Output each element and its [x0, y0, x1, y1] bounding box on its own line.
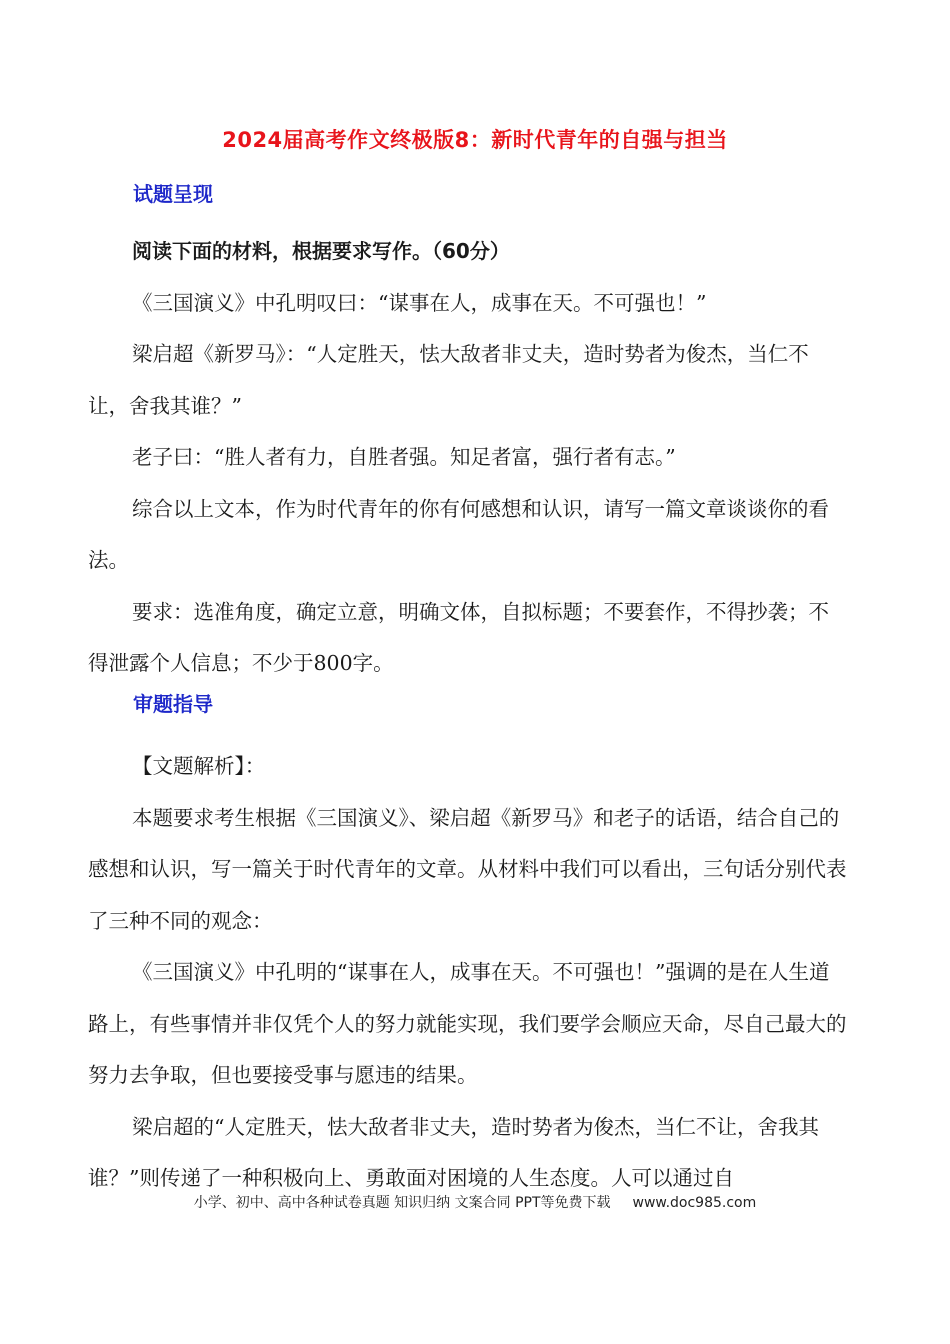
writing-prompt: 综合以上文本，作为时代青年的你有何感想和认识，请写一篇文章谈谈你的看法。: [88, 496, 829, 572]
writing-requirements: 要求：选准角度，确定立意，明确文体，自拟标题；不要套作，不得抄袭；不得泄露个人信息；不少于800字。: [88, 599, 829, 675]
quote-laozi: 老子曰：“胜人者有力，自胜者强。知足者富，强行者有志。”: [132, 445, 676, 469]
analysis-paragraph-2: 《三国演义》中孔明的“谋事在人，成事在天。不可强也！”强调的是在人生道路上，有些事情并非仅凭个人的努力就能实现，我们要学会顺应天命，尽自己最大的努力去争取，但也要接受事与愿违的结果。: [88, 960, 847, 1087]
analysis-paragraph-3: 梁启超的“人定胜天，怯大敌者非丈夫，造时势者为俊杰，当仁不让，舍我其谁？”则传递了一种积极向上、勇敢面对困境的人生态度。人可以通过自: [88, 1114, 819, 1190]
footer-link[interactable]: www.doc985.com: [632, 1195, 757, 1211]
analysis-paragraph-1: 本题要求考生根据《三国演义》、梁启超《新罗马》和老子的话语，结合自己的感想和认识，写一篇关于时代青年的文章。从材料中我们可以看出，三句话分别代表了三种不同的观念：: [88, 805, 847, 933]
page-footer: [0, 1192, 950, 1212]
footer-text: 小学、初中、高中各种试卷真题 知识归纳 文案合同 PPT等免费下载: [193, 1195, 611, 1211]
quote-liang-qichao: 梁启超《新罗马》：“人定胜天，怯大敌者非丈夫，造时势者为俊杰，当仁不让，舍我其谁？”: [88, 342, 809, 418]
quote-sanguo: 《三国演义》中孔明叹曰：“谋事在人，成事在天。不可强也！”: [132, 290, 707, 315]
section-heading-question: 试题呈现: [133, 182, 213, 206]
document-title: 2024届高考作文终极版8：新时代青年的自强与担当: [222, 128, 728, 152]
analysis-label: 【文题解析】：: [132, 754, 266, 778]
question-instruction: 阅读下面的材料，根据要求写作。（60分）: [132, 239, 510, 263]
section-heading-guide: 审题指导: [133, 692, 213, 716]
